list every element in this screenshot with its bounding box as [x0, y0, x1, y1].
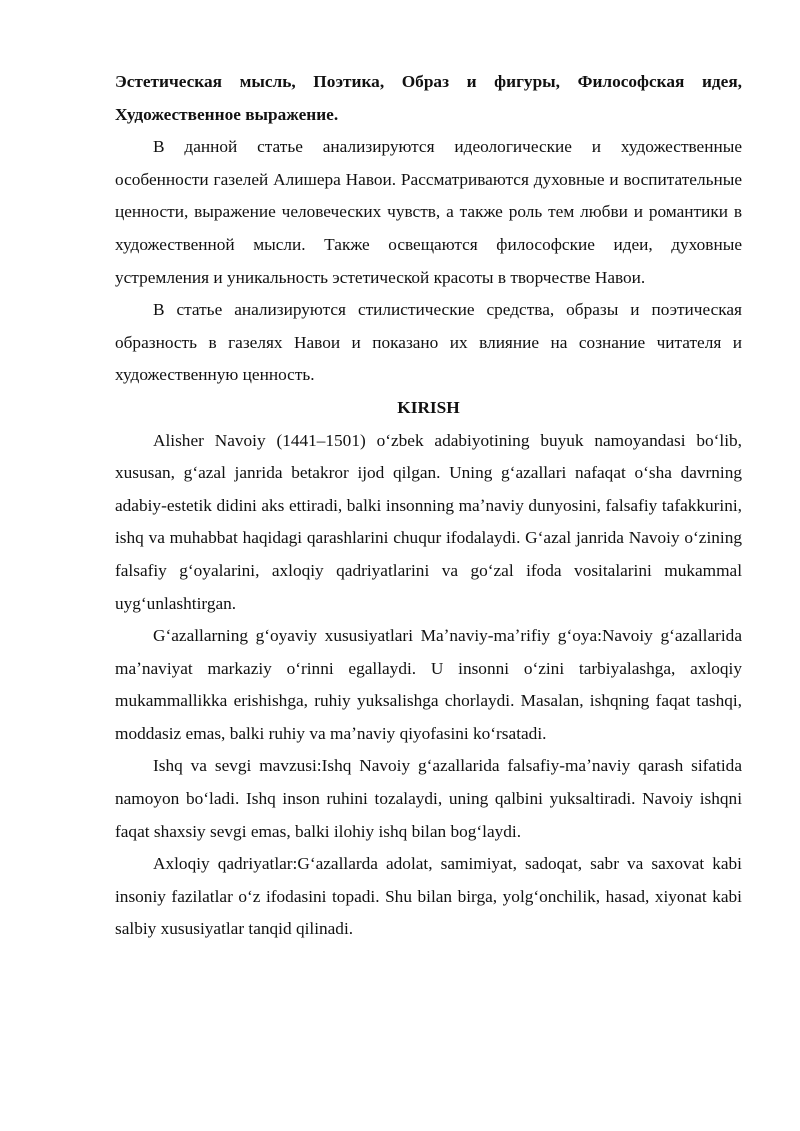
keywords-line: Эстетическая мысль, Поэтика, Образ и фигуры, Философская идея, Художественное выражение.: [115, 72, 742, 124]
body-paragraph: Axloqiy qadriyatlar:Gʻazallarda adolat, samimiyat, sadoqat, sabr va saxovat kabi insoniy fazilatlar oʻz ifodasini topadi. Shu bilan birga, yolgʻonchilik, hasad, xiyonat kabi salbiy xususiyatlar tanqid qilinadi.: [115, 854, 742, 939]
document-page: [115, 66, 742, 946]
section-heading: KIRISH: [397, 397, 460, 417]
body-paragraph: Ishq va sevgi mavzusi:Ishq Navoiy gʻazallarida falsafiy-maʼnaviy qarash sifatida namoyon boʻladi. Ishq inson ruhini tozalaydi, uning qalbini yuksaltiradi. Navoiy ishqni faqat shaxsiy sevgi emas, balki ilohiy ishq bilan bogʻlaydi.: [115, 756, 742, 841]
body-paragraph: Alisher Navoiy (1441–1501) oʻzbek adabiyotining buyuk namoyandasi boʻlib, xususan, gʻazal janrida betakror ijod qilgan. Uning gʻazallari nafaqat oʻsha davrning adabiy-estetik didini aks ettiradi, balki insonning maʼnaviy dunyosini, falsafiy tafakkurini, ishq va muhabbat haqidagi qarashlarini chuqur ifodalaydi. Gʻazal janrida Navoiy oʻzining falsafiy gʻoyalarini, axloqiy qadriyatlarini va goʻzal ifoda vositalarini mukammal uygʻunlashtirgan.: [115, 430, 742, 613]
body-paragraph: Gʻazallarning gʻoyaviy xususiyatlari Maʼnaviy-maʼrifiy gʻoya:Navoiy gʻazallarida maʼnaviyat markaziy oʻrinni egallaydi. U insonni oʻzini tarbiyalashga, axloqiy mukammallikka erishishga, ruhiy yuksalishga chorlaydi. Masalan, ishqning faqat tashqi, moddasiz emas, balki ruhiy va maʼnaviy qiyofasini koʻrsatadi.: [115, 626, 742, 743]
abstract-paragraph: В статье анализируются стилистические средства, образы и поэтическая образность в газелях Навои и показано их влияние на сознание читателя и художественную ценность.: [115, 300, 742, 385]
abstract-paragraph: В данной статье анализируются идеологические и художественные особенности газелей Алишера Навои. Рассматриваются духовные и воспитательные ценности, выражение человеческих чувств, а также роль тем любви и романтики в художественной мысли. Также освещаются философские идеи, духовные устремления и уникальность эстетической красоты в творчестве Навои.: [115, 137, 742, 287]
